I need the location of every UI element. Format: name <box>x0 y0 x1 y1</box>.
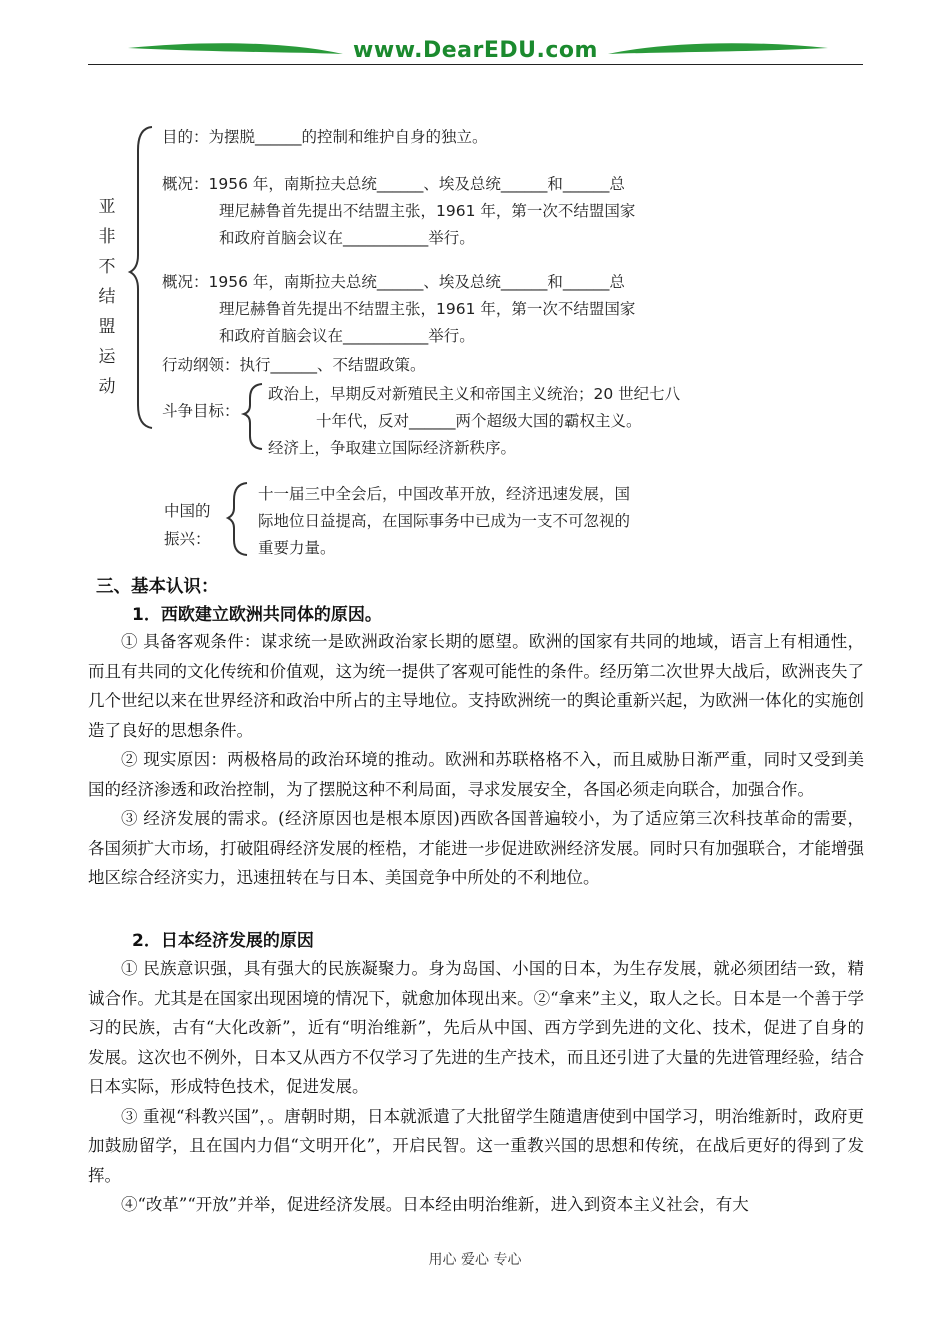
vertical-title-char: 不 <box>98 257 116 277</box>
paragraph: ④“改革”“开放”并举，促进经济发展。日本经由明治维新，进入到资本主义社会，有大 <box>121 1195 749 1214</box>
goal-line3: 经济上，争取建立国际经济新秩序。 <box>268 439 517 457</box>
china-label-line1: 中国的 <box>164 502 211 520</box>
overview2-line2: 理尼赫鲁首先提出不结盟主张，1961 年，第一次不结盟国家 <box>219 300 636 318</box>
paragraph: ① 民族意识强，具有强大的民族凝聚力。身为岛国、小国的日本，为生存发展，就必须团结一致，精诚合作。尤其是在国家出现困境的情况下，就愈加体现出来。②“拿来”主义，取人之长。日本是一个善于学习的民族，古有“大化改新”，近有“明治维新”，先后从中国、西方学到先进的文化、技术，促进了自身的发展。这次也不例外，日本又从西方不仅学习了先进的生产技术，而且还引进了大量的先进管理经验，结合日本实际，形成特色技术，促进发展。 <box>88 959 864 1096</box>
vertical-title-char: 盟 <box>98 317 116 337</box>
overview1-line2: 理尼赫鲁首先提出不结盟主张，1961 年，第一次不结盟国家 <box>219 202 636 220</box>
china-line1: 十一届三中全会后，中国改革开放，经济迅速发展，国 <box>258 485 631 503</box>
vertical-title-char: 动 <box>98 377 116 397</box>
goal-label: 斗争目标： <box>162 402 240 420</box>
goal-line1: 政治上，早期反对新殖民主义和帝国主义统治；20 世纪七八 <box>268 385 681 403</box>
main-brace <box>130 127 152 428</box>
china-line3: 重要力量。 <box>258 539 336 557</box>
overview2-line3: 和政府首脑会议在___________举行。 <box>219 327 475 345</box>
overview2-line1: 概况：1956 年，南斯拉夫总统______、埃及总统______和______总 <box>162 273 625 291</box>
overview1-line1: 概况：1956 年，南斯拉夫总统______、埃及总统______和______总 <box>162 175 625 193</box>
vertical-title-char: 非 <box>98 227 116 247</box>
outline-program: 行动纲领：执行______、不结盟政策。 <box>162 356 426 374</box>
japan-paragraphs <box>88 954 864 1220</box>
china-brace <box>228 483 247 555</box>
china-label-line2: 振兴： <box>164 530 211 548</box>
vertical-title-char: 运 <box>98 347 116 367</box>
vertical-title-char: 结 <box>98 287 116 307</box>
paragraph: ① 具备客观条件：谋求统一是欧洲政治家长期的愿望。欧洲的国家有共同的地域，语言上有相通性，而且有共同的文化传统和价值观，这为统一提供了客观可能性的条件。经历第二次世界大战后，欧洲丧失了几个世纪以来在世界经济和政治中所占的主导地位。支持欧洲统一的舆论重新兴起，为欧洲一体化的实施创造了良好的思想条件。 <box>88 632 864 740</box>
goal-line2: 十年代，反对______两个超级大国的霸权主义。 <box>316 412 642 430</box>
vertical-title <box>97 192 117 402</box>
outline-purpose: 目的：为摆脱______的控制和维护自身的独立。 <box>162 128 488 146</box>
paragraph: ③ 重视“科教兴国”，。唐朝时期，日本就派遣了大批留学生随遣唐使到中国学习，明治维新时，政府更加鼓励留学，且在国内力倡“文明开化”，开启民智。这一重教兴国的思想和传统，在战后更好的得到了发挥。 <box>88 1106 864 1185</box>
page-footer: 用心 爱心 专心 <box>428 1252 522 1268</box>
site-logo: www.DearEDU.com <box>353 38 598 63</box>
subheading-europe: 1．西欧建立欧洲共同体的原因。 <box>132 605 382 625</box>
paragraph: ② 现实原因：两极格局的政治环境的推动。欧洲和苏联格格不入，而且威胁日渐严重，同时又受到美国的经济渗透和政治控制，为了摆脱这种不利局面，寻求发展安全，各国必须走向联合，加强合作。 <box>88 750 864 799</box>
subheading-japan: 2．日本经济发展的原因 <box>132 931 314 951</box>
goal-brace <box>244 384 262 449</box>
overview1-line3: 和政府首脑会议在___________举行。 <box>219 229 475 247</box>
china-line2: 际地位日益提高，在国际事务中已成为一支不可忽视的 <box>258 512 631 530</box>
paragraph: ③ 经济发展的需求。(经济原因也是根本原因)西欧各国普遍较小，为了适应第三次科技革命的需要，各国须扩大市场，打破阻碍经济发展的桎梏，才能进一步促进欧洲经济发展。同时只有加强联合，才能增强地区综合经济实力，迅速扭转在与日本、美国竞争中所处的不利地位。 <box>88 809 864 887</box>
vertical-title-char: 亚 <box>98 197 116 217</box>
europe-paragraphs <box>88 627 864 893</box>
section-heading: 三、基本认识： <box>96 577 219 597</box>
